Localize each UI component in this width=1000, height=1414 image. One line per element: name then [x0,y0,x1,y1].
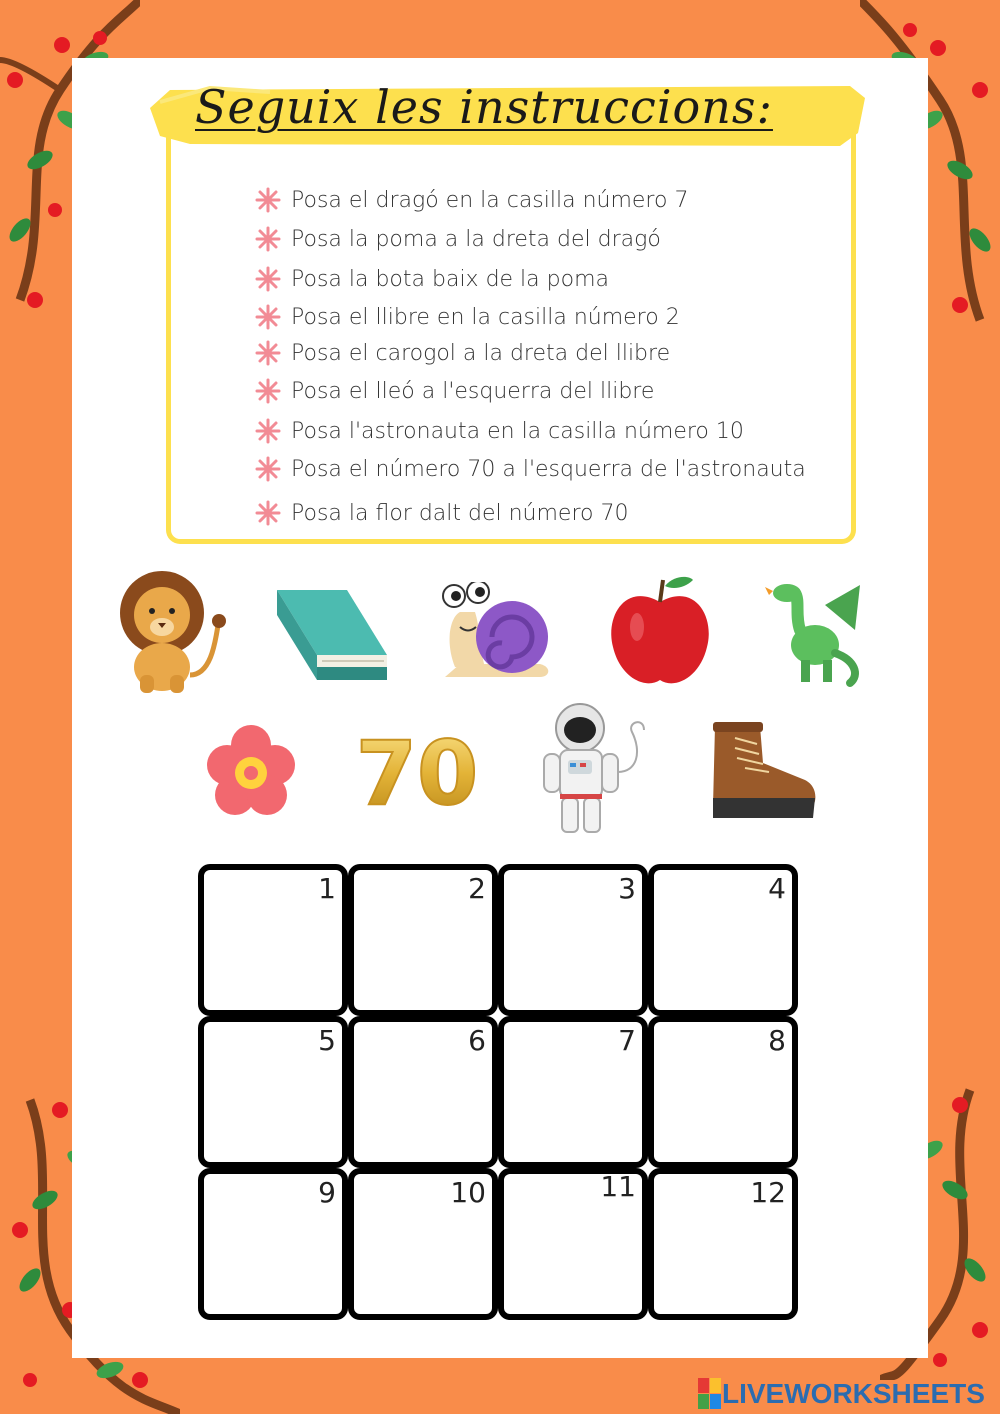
flower-picture[interactable] [205,725,297,820]
instruction-text: Posa el carogol a la dreta del llibre [291,340,671,366]
brand-name: LIVEWORKSHEETS [722,1378,985,1409]
grid-cell-9[interactable] [198,1168,348,1320]
instruction-text: Posa la bota baix de la poma [291,266,609,292]
grid-cell-8[interactable] [648,1016,798,1168]
grid-cell-11[interactable] [498,1168,648,1320]
live-blocks-icon [698,1378,722,1410]
page-title: Seguix les instruccions: [195,80,773,134]
cell-number: 7 [618,1024,636,1057]
instruction-text: Posa la flor dalt del número 70 [291,500,629,526]
boot-picture[interactable] [705,718,820,823]
liveworksheets-logo[interactable] [698,1378,985,1410]
cell-number: 5 [318,1024,336,1057]
grid-cell-12[interactable] [648,1168,798,1320]
cell-number: 6 [468,1024,486,1057]
grid-cell-7[interactable] [498,1016,648,1168]
cell-number: 3 [618,872,636,905]
instructions-box [166,132,856,544]
astronaut-picture[interactable] [532,702,650,837]
grid-cell-3[interactable] [498,864,648,1016]
grid-cell-5[interactable] [198,1016,348,1168]
instruction-text: Posa el número 70 a l'esquerra de l'astronauta [291,456,806,482]
lion-picture[interactable] [110,565,230,695]
grid-cell-4[interactable] [648,864,798,1016]
cell-number: 1 [318,872,336,905]
snail-picture[interactable] [440,582,555,687]
apple-picture[interactable] [605,572,715,692]
cell-number: 4 [768,872,786,905]
instruction-text: Posa el dragó en la casilla número 7 [291,187,689,213]
number-70-picture[interactable] [355,722,480,817]
instruction-text: Posa l'astronauta en la casilla número 10 [291,418,744,444]
cell-number: 10 [450,1176,486,1209]
grid-cell-2[interactable] [348,864,498,1016]
dragon-picture[interactable] [765,575,865,690]
cell-number: 2 [468,872,486,905]
instruction-text: Posa el llibre en la casilla número 2 [291,304,680,330]
cell-number: 12 [750,1176,786,1209]
grid-cell-6[interactable] [348,1016,498,1168]
cell-number: 9 [318,1176,336,1209]
book-picture[interactable] [272,585,392,685]
number-70-label: 70 [355,722,479,817]
cell-number: 8 [768,1024,786,1057]
grid-cell-1[interactable] [198,864,348,1016]
instruction-text: Posa el lleó a l'esquerra del llibre [291,378,655,404]
grid-cell-10[interactable] [348,1168,498,1320]
cell-number: 11 [600,1170,636,1203]
instruction-text: Posa la poma a la dreta del dragó [291,226,661,252]
